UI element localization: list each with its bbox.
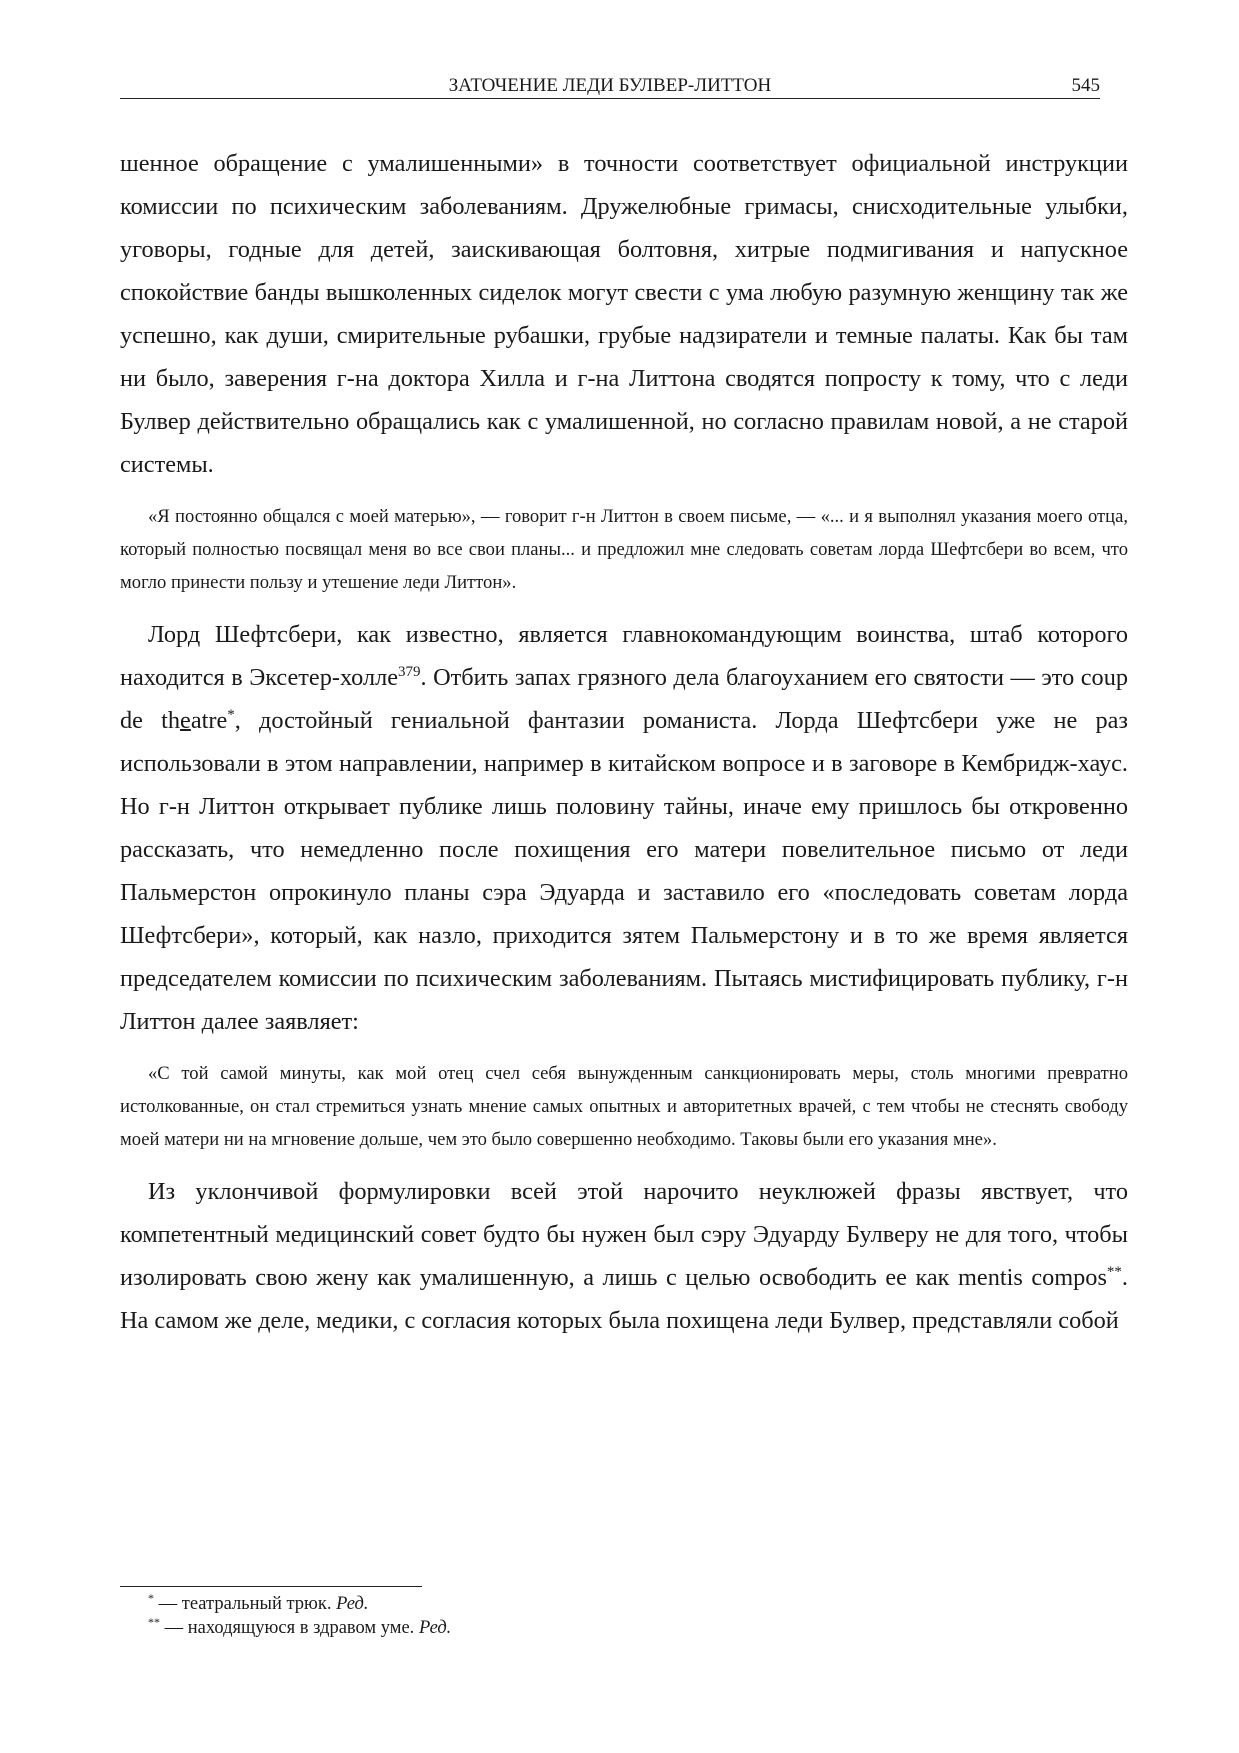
footnotes: [148, 1592, 848, 1640]
main-text: [120, 142, 1128, 1342]
footnote-1: [148, 1592, 848, 1616]
word-theatre-underlined-e: e: [180, 707, 191, 734]
running-title: ЗАТОЧЕНИЕ ЛЕДИ БУЛВЕР-ЛИТТОН: [448, 75, 772, 96]
footnote-separator: [120, 1586, 422, 1587]
endnote-ref-379: 379: [398, 663, 421, 680]
paragraph-2-text-a: Лорд Шефтсбери, как известно, является главнокомандующим воинства, штаб которого находится в Эксетер-холле: [120, 621, 1128, 691]
editor-mark: Ред.: [336, 1594, 369, 1614]
paragraph-3-text-a: Из уклончивой формулировки всей этой нарочито неуклюжей фразы явствует, что компетентный медицинский совет будто бы нужен был сэру Эдуарду Булверу не для того, чтобы изолировать свою жену как умалишенную, а лишь с целью освободить ее как mentis compos: [120, 1178, 1128, 1291]
paragraph-2-text-b: . Отбить запах грязного дела благоуханием его святости — это coup de: [120, 664, 1128, 734]
running-header: [120, 70, 1100, 99]
paragraph-3-text-b: . На самом же деле, медики, с согласия которых была похищена леди Булвер, представляли собой: [120, 1264, 1128, 1334]
page-number: 545: [1071, 75, 1100, 96]
footnote-ref-1: *: [227, 706, 235, 723]
quote-2: «С той самой минуты, как мой отец счел себя вынужденным санкционировать меры, столь многими превратно истолкованные, он стал стремиться узнать мнение самых опытных и авторитетных врачей, с тем чтобы не стеснять свободу моей матери ни на мгновение дольше, чем это было совершенно необходимо. Таковы были его указания мне».: [120, 1063, 1128, 1150]
paragraph-2: [120, 613, 1128, 1043]
paragraph-1: шенное обращение с умалишенными» в точности соответствует официальной инструкции комиссии по психическим заболеваниям. Дружелюбные гримасы, снисходительные улыбки, уговоры, годные для детей, заискивающая болтовня, хитрые подмигивания и напускное спокойствие банды вышколенных сиделок могут свести с ума любую разумную женщину так же успешно, как души, смирительные рубашки, грубые надзиратели и темные палаты. Как бы там ни было, заверения г-на доктора Хилла и г-на Литтона сводятся попросту к тому, что с леди Булвер действительно обращались как с умалишенной, но согласно правилам новой, а не старой системы.: [120, 150, 1128, 478]
editor-mark: Ред.: [418, 1618, 452, 1638]
footnote-text: — театральный трюк.: [154, 1594, 337, 1614]
word-theatre-th: th: [161, 707, 181, 734]
paragraph-3: [120, 1170, 1128, 1342]
footnote-mark: *: [148, 1590, 154, 1605]
paragraph-2-text-c: , достойный гениальной фантазии романиста. Лорда Шефтсбери уже не раз использовали в этом направлении, например в китайском вопросе и в заговоре в Кембридж-хаус. Но г-н Литтон открывает публике лишь половину тайны, иначе ему пришлось бы откровенно рассказать, что немедленно после похищения его матери повелительное письмо от леди Пальмерстон опрокинуло планы сэра Эдуарда и заставило его «последовать советам лорда Шефтсбери», который, как назло, приходится зятем Пальмерстону и в то же время является председателем комиссии по психическим заболеваниям. Пытаясь мистифицировать публику, г-н Литтон далее заявляет:: [120, 707, 1128, 1035]
footnote-mark: **: [148, 1614, 160, 1629]
footnote-ref-2: **: [1106, 1263, 1122, 1280]
word-theatre-atre: atre: [190, 707, 228, 734]
quote-1: «Я постоянно общался с моей матерью», — говорит г-н Литтон в своем письме, — «... и я выполнял указания моего отца, который полностью посвящал меня во все свои планы... и предложил мне следовать советам лорда Шефтсбери во всем, что могло принести пользу и утешение леди Литтон».: [120, 506, 1128, 593]
footnote-text: — находящуюся в здравом уме.: [160, 1618, 419, 1638]
footnote-2: [148, 1616, 848, 1640]
